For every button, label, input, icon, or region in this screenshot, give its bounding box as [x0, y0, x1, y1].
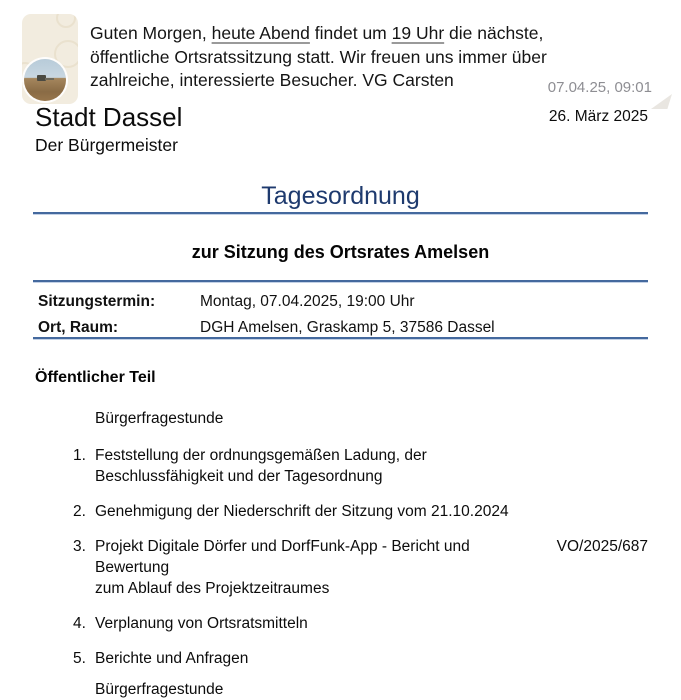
tractor-shape — [37, 75, 46, 81]
agenda-item — [73, 613, 648, 634]
document-title: Tagesordnung — [261, 182, 420, 210]
document-sender: Stadt Dassel — [35, 102, 183, 132]
time-link[interactable]: 19 Uhr — [391, 23, 445, 43]
agenda-item-text: Berichte und Anfragen — [95, 650, 249, 667]
agenda-item — [73, 445, 648, 487]
message-timestamp: 07.04.25, 09:01 — [547, 79, 652, 96]
agenda-item-number: 1. — [73, 447, 86, 464]
agenda-item-number: 3. — [73, 538, 86, 555]
document-date: 26. März 2025 — [548, 108, 648, 125]
agenda-item — [73, 501, 648, 522]
agenda-item-reference: VO/2025/687 — [556, 538, 648, 555]
tractor-field-photo-icon — [24, 59, 66, 101]
agenda-item-text: Feststellung der ordnungsgemäßen Ladung, der — [95, 447, 427, 464]
agenda-pre-item: Bürgerfragestunde — [95, 410, 224, 427]
message-line-1 — [90, 22, 570, 46]
meta-value: DGH Amelsen, Graskamp 5, 37586 Dassel — [200, 319, 495, 336]
message-text: die nächste, — [444, 23, 544, 43]
meeting-meta-table — [38, 289, 638, 341]
document-subtitle: zur Sitzung des Ortsrates Amelsen — [191, 242, 490, 262]
agenda-item-text: Genehmigung der Niederschrift der Sitzung vom 21.10.2024 — [95, 503, 509, 520]
contact-avatar[interactable] — [22, 14, 78, 104]
agenda-post-item: Bürgerfragestunde — [95, 681, 224, 698]
message-line-3: zahlreiche, interessierte Besucher. VG Carsten — [90, 70, 454, 90]
chat-message-text — [90, 22, 570, 93]
agenda-item-text: zum Ablauf des Projektzeitraumes — [95, 580, 330, 597]
meta-label: Ort, Raum: — [38, 319, 119, 336]
document-sender-subtitle: Der Bürgermeister — [35, 135, 178, 155]
message-text: Guten Morgen, — [90, 23, 212, 43]
agenda-item-text: Beschlussfähigkeit und der Tagesordnung — [95, 468, 383, 485]
agenda-section-title: Öffentlicher Teil — [35, 369, 156, 386]
horizontal-rule — [33, 280, 648, 283]
agenda-item — [73, 536, 648, 599]
message-line-2: öffentliche Ortsratssitzung statt. Wir freuen uns immer über — [90, 46, 547, 67]
agenda-item-number: 2. — [73, 503, 86, 520]
agenda-item — [73, 648, 648, 669]
message-bubble-tail-icon — [651, 94, 672, 109]
horizontal-rule — [33, 337, 648, 340]
meta-label: Sitzungstermin: — [38, 293, 156, 310]
message-text: findet um — [309, 23, 392, 43]
avatar-pattern-circle — [56, 14, 76, 28]
agenda-list — [73, 408, 648, 700]
meta-value: Montag, 07.04.2025, 19:00 Uhr — [200, 293, 415, 310]
agenda-item-number: 5. — [73, 650, 86, 667]
agenda-item-text: Projekt Digitale Dörfer und DorfFunk-App - Bericht und Bewertung — [95, 538, 470, 576]
agenda-item-number: 4. — [73, 615, 86, 632]
date-link[interactable]: heute Abend — [211, 23, 310, 43]
horizontal-rule — [33, 212, 648, 215]
agenda-item-text: Verplanung von Ortsratsmitteln — [95, 615, 308, 632]
